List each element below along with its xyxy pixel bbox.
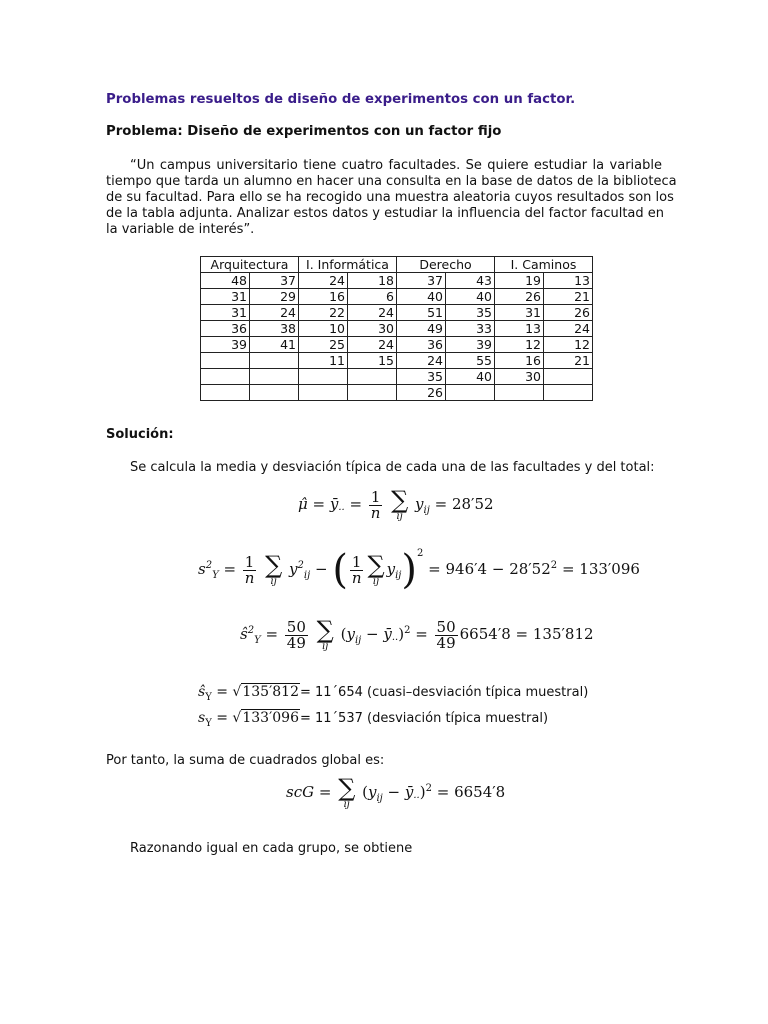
quasi-result: 6654′8 = 135′812 — [459, 625, 594, 643]
table-cell: 24 — [299, 273, 348, 289]
statement-line-3: de su facultad. Para ello se ha recogido una muestra aleatoria cuyos resultados son los — [106, 190, 674, 205]
table-cell: 40 — [446, 289, 495, 305]
std-line: $s_Y = √133'096=$ 11´537 (desviación típica muestral) — [198, 710, 549, 729]
data-table — [200, 256, 593, 401]
table-cell — [348, 385, 397, 401]
variance-result: = 946′4 − 28′52 — [428, 560, 551, 578]
statement-line-2: tiempo que tarda un alumno en hacer una consulta en la base de datos de la biblioteca — [106, 174, 677, 189]
quasi-std-sqrt: 135′812 — [242, 684, 299, 700]
table-cell: 39 — [446, 337, 495, 353]
table-cell — [250, 353, 299, 369]
header-arquitectura: Arquitectura — [201, 257, 299, 273]
table-cell: 35 — [397, 369, 446, 385]
table-cell: 49 — [397, 321, 446, 337]
coef-num-2: 50 — [436, 617, 456, 636]
table-cell — [250, 385, 299, 401]
table-row — [201, 385, 593, 401]
table-cell: 16 — [299, 289, 348, 305]
quasi-std-line: $ŝ_Y = √135'812=$ 11´654 (cuasi–desviación típica muestral) — [198, 684, 589, 703]
table-cell: 19 — [495, 273, 544, 289]
table-cell: 40 — [397, 289, 446, 305]
table-cell — [201, 385, 250, 401]
table-cell: 13 — [495, 321, 544, 337]
std-sqrt: 133′096 — [242, 710, 299, 726]
table-cell: 26 — [495, 289, 544, 305]
statement-line-1: “Un campus universitario tiene cuatro facultades. Se quiere estudiar la variable — [130, 158, 662, 173]
sum-squares-intro: Por tanto, la suma de cuadrados global es: — [106, 753, 385, 768]
solution-label: Solución: — [106, 427, 174, 442]
table-body — [201, 273, 593, 401]
table-cell — [250, 369, 299, 385]
scg-result: = 6654′8 — [436, 783, 506, 801]
problem-subtitle: Problema: Diseño de experimentos con un factor fijo — [106, 124, 502, 139]
table-cell: 24 — [544, 321, 593, 337]
quasi-std-text: = 11´654 (cuasi–desviación típica muestral) — [299, 685, 589, 700]
table-cell: 21 — [544, 289, 593, 305]
table-cell: 35 — [446, 305, 495, 321]
coef-den-2: 49 — [436, 633, 456, 652]
table-cell — [201, 369, 250, 385]
table-cell: 26 — [544, 305, 593, 321]
table-cell: 40 — [446, 369, 495, 385]
table-cell: 24 — [348, 337, 397, 353]
table-cell: 18 — [348, 273, 397, 289]
table-cell — [201, 353, 250, 369]
header-informatica: I. Informática — [299, 257, 397, 273]
table-cell — [299, 385, 348, 401]
table-cell: 55 — [446, 353, 495, 369]
std-text: = 11´537 (desviación típica muestral) — [299, 711, 549, 726]
table-cell: 37 — [250, 273, 299, 289]
table-cell: 48 — [201, 273, 250, 289]
table-cell: 13 — [544, 273, 593, 289]
table-cell — [495, 385, 544, 401]
table-cell — [299, 369, 348, 385]
table-cell: 16 — [495, 353, 544, 369]
table-cell: 22 — [299, 305, 348, 321]
table-row — [201, 353, 593, 369]
table-row — [201, 337, 593, 353]
table-cell: 26 — [397, 385, 446, 401]
problem-statement — [106, 158, 677, 238]
table-cell — [446, 385, 495, 401]
table-cell — [348, 369, 397, 385]
variance-result-final: = 133′096 — [561, 560, 640, 578]
scg-equation: scG = ∑ ij ($y_{ij}$ − $ȳ_{\cdot\cdot})^2 = 6654'8$ — [286, 774, 506, 810]
table-cell: 10 — [299, 321, 348, 337]
coef-den: 49 — [286, 633, 306, 652]
table-row — [201, 321, 593, 337]
statement-line-5: la variable de interés”. — [106, 222, 255, 237]
final-text: Razonando igual en cada grupo, se obtiene — [130, 841, 413, 856]
table-cell: 33 — [446, 321, 495, 337]
table-row — [201, 305, 593, 321]
table-row — [201, 289, 593, 305]
table-cell: 24 — [397, 353, 446, 369]
table-cell: 24 — [250, 305, 299, 321]
solution-text: Se calcula la media y desviación típica de cada una de las facultades y del total: — [130, 460, 655, 475]
coef-num: 50 — [286, 617, 306, 636]
table-cell — [544, 385, 593, 401]
table-cell: 21 — [544, 353, 593, 369]
table-cell: 36 — [397, 337, 446, 353]
table-cell — [544, 369, 593, 385]
table-cell: 30 — [348, 321, 397, 337]
table-row — [201, 369, 593, 385]
table-cell: 41 — [250, 337, 299, 353]
table-cell: 31 — [201, 305, 250, 321]
mean-result: = 28′52 — [434, 495, 494, 513]
table-cell: 31 — [201, 289, 250, 305]
table-cell: 24 — [348, 305, 397, 321]
table-cell: 39 — [201, 337, 250, 353]
table-cell: 12 — [544, 337, 593, 353]
table-cell: 30 — [495, 369, 544, 385]
header-derecho: Derecho — [397, 257, 495, 273]
table-cell: 6 — [348, 289, 397, 305]
table-cell: 43 — [446, 273, 495, 289]
mean-equation: μ̂ = $ȳ_{\cdot\cdot}$ = $\frac{1}{n}$ ∑ ij $y_{ij} = 28'52$ — [298, 486, 494, 522]
table-cell: 31 — [495, 305, 544, 321]
table-cell: 25 — [299, 337, 348, 353]
header-caminos: I. Caminos — [495, 257, 593, 273]
quasi-variance-equation: $ŝ^2_Y$ = $\frac{50}{49}$ ∑ ij ($y_{ij}$ − $ȳ_{\cdot\cdot})^2$ = $\frac{50}{49}$ 6654′8 = 135′812 — [240, 616, 594, 652]
table-cell: 29 — [250, 289, 299, 305]
table-cell: 37 — [397, 273, 446, 289]
table-cell: 51 — [397, 305, 446, 321]
table-cell: 38 — [250, 321, 299, 337]
table-row — [201, 273, 593, 289]
table-cell: 12 — [495, 337, 544, 353]
variance-equation: $s^2_Y$ = $\frac{1}{n}$ ∑ ij $y^2_{ij}$ − ( $\frac{1}{n}$ ∑ ij $y_{ij})^2 = 946'4 - 28'52^2 = 133'096$ — [198, 547, 640, 593]
table-cell: 11 — [299, 353, 348, 369]
document-title: Problemas resueltos de diseño de experimentos con un factor. — [106, 92, 576, 107]
statement-line-4: de la tabla adjunta. Analizar estos datos y estudiar la influencia del factor facultad en — [106, 206, 665, 221]
table-cell: 36 — [201, 321, 250, 337]
table-cell: 15 — [348, 353, 397, 369]
